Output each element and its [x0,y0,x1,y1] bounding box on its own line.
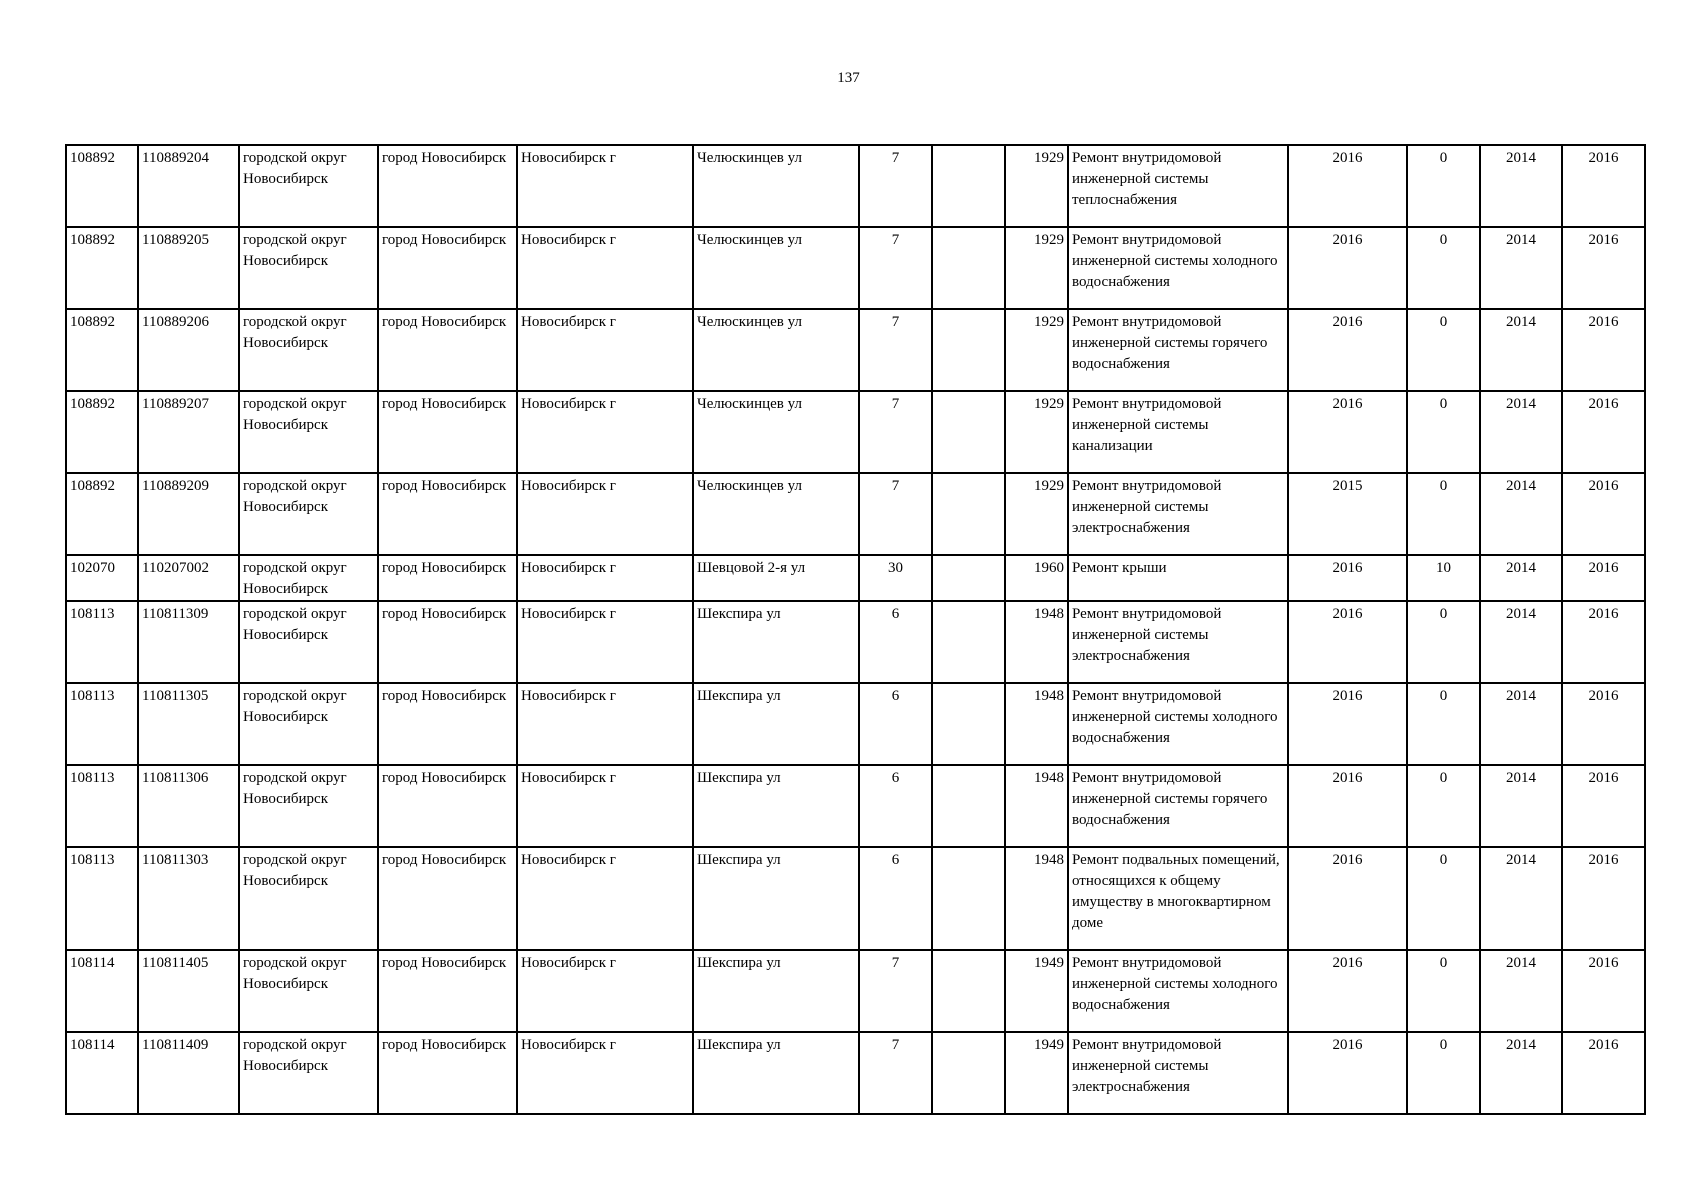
cell-settlement: город Новосибирск [378,145,517,227]
cell-street: Шекспира ул [693,1032,859,1114]
cell-start: 2014 [1480,847,1562,950]
cell-building [932,309,1005,391]
table-row [66,950,1645,1032]
cell-district: городской округ Новосибирск [239,847,378,950]
cell-id: 108113 [66,847,138,950]
cell-street: Шевцовой 2-я ул [693,555,859,601]
cell-year: 1929 [1005,227,1068,309]
cell-plan-year: 2016 [1288,391,1407,473]
cell-settlement: город Новосибирск [378,555,517,601]
cell-wear: 0 [1407,601,1480,683]
cell-id: 108892 [66,145,138,227]
cell-start: 2014 [1480,473,1562,555]
cell-code: 110207002 [138,555,239,601]
cell-year: 1949 [1005,1032,1068,1114]
cell-wear: 0 [1407,1032,1480,1114]
cell-street: Челюскинцев ул [693,391,859,473]
cell-id: 108114 [66,1032,138,1114]
cell-year: 1949 [1005,950,1068,1032]
cell-end: 2016 [1562,950,1645,1032]
cell-work: Ремонт внутридомовой инженерной системы холодного водоснабжения [1068,683,1288,765]
cell-code: 110811309 [138,601,239,683]
table-row [66,847,1645,950]
cell-plan-year: 2016 [1288,1032,1407,1114]
cell-end: 2016 [1562,309,1645,391]
cell-end: 2016 [1562,847,1645,950]
cell-building [932,683,1005,765]
cell-wear: 0 [1407,765,1480,847]
cell-work: Ремонт крыши [1068,555,1288,601]
cell-locality: Новосибирск г [517,601,693,683]
cell-start: 2014 [1480,1032,1562,1114]
table-row [66,473,1645,555]
cell-id: 108892 [66,309,138,391]
cell-house: 7 [859,473,932,555]
cell-locality: Новосибирск г [517,555,693,601]
cell-locality: Новосибирск г [517,391,693,473]
cell-end: 2016 [1562,765,1645,847]
cell-district: городской округ Новосибирск [239,145,378,227]
cell-plan-year: 2016 [1288,847,1407,950]
cell-end: 2016 [1562,473,1645,555]
cell-plan-year: 2016 [1288,309,1407,391]
cell-wear: 0 [1407,391,1480,473]
cell-start: 2014 [1480,227,1562,309]
cell-end: 2016 [1562,683,1645,765]
cell-plan-year: 2016 [1288,145,1407,227]
page-number: 137 [837,70,860,86]
cell-street: Шекспира ул [693,847,859,950]
cell-house: 6 [859,601,932,683]
table-row [66,765,1645,847]
cell-work: Ремонт внутридомовой инженерной системы электроснабжения [1068,601,1288,683]
cell-settlement: город Новосибирск [378,227,517,309]
cell-locality: Новосибирск г [517,765,693,847]
cell-house: 6 [859,683,932,765]
cell-plan-year: 2016 [1288,765,1407,847]
cell-house: 30 [859,555,932,601]
cell-settlement: город Новосибирск [378,950,517,1032]
cell-id: 108113 [66,601,138,683]
cell-end: 2016 [1562,145,1645,227]
cell-start: 2014 [1480,555,1562,601]
cell-start: 2014 [1480,950,1562,1032]
cell-settlement: город Новосибирск [378,309,517,391]
cell-building [932,555,1005,601]
cell-end: 2016 [1562,1032,1645,1114]
cell-locality: Новосибирск г [517,145,693,227]
cell-id: 108114 [66,950,138,1032]
cell-plan-year: 2016 [1288,555,1407,601]
cell-start: 2014 [1480,765,1562,847]
cell-work: Ремонт внутридомовой инженерной системы горячего водоснабжения [1068,765,1288,847]
cell-building [932,601,1005,683]
cell-work: Ремонт внутридомовой инженерной системы горячего водоснабжения [1068,309,1288,391]
table-body [66,145,1645,1114]
cell-locality: Новосибирск г [517,683,693,765]
cell-plan-year: 2016 [1288,683,1407,765]
cell-year: 1948 [1005,683,1068,765]
cell-building [932,145,1005,227]
cell-house: 7 [859,227,932,309]
cell-end: 2016 [1562,555,1645,601]
cell-district: городской округ Новосибирск [239,309,378,391]
cell-settlement: город Новосибирск [378,847,517,950]
cell-work: Ремонт внутридомовой инженерной системы холодного водоснабжения [1068,950,1288,1032]
cell-start: 2014 [1480,145,1562,227]
cell-house: 6 [859,765,932,847]
cell-locality: Новосибирск г [517,847,693,950]
table-row [66,555,1645,601]
cell-building [932,391,1005,473]
cell-start: 2014 [1480,601,1562,683]
cell-code: 110889206 [138,309,239,391]
cell-district: городской округ Новосибирск [239,473,378,555]
cell-district: городской округ Новосибирск [239,227,378,309]
cell-work: Ремонт внутридомовой инженерной системы холодного водоснабжения [1068,227,1288,309]
cell-code: 110811305 [138,683,239,765]
cell-code: 110889205 [138,227,239,309]
cell-wear: 10 [1407,555,1480,601]
cell-work: Ремонт подвальных помещений, относящихся к общему имуществу в многоквартирном доме [1068,847,1288,950]
cell-code: 110889204 [138,145,239,227]
cell-code: 110889207 [138,391,239,473]
cell-locality: Новосибирск г [517,227,693,309]
cell-year: 1929 [1005,145,1068,227]
cell-plan-year: 2015 [1288,473,1407,555]
cell-year: 1948 [1005,847,1068,950]
cell-district: городской округ Новосибирск [239,555,378,601]
cell-id: 102070 [66,555,138,601]
table-row [66,309,1645,391]
cell-district: городской округ Новосибирск [239,950,378,1032]
cell-street: Челюскинцев ул [693,227,859,309]
table-row [66,391,1645,473]
cell-building [932,847,1005,950]
cell-street: Челюскинцев ул [693,309,859,391]
cell-end: 2016 [1562,227,1645,309]
cell-house: 7 [859,950,932,1032]
cell-district: городской округ Новосибирск [239,391,378,473]
table-row [66,1032,1645,1114]
cell-locality: Новосибирск г [517,1032,693,1114]
table-row [66,145,1645,227]
table-row [66,683,1645,765]
cell-year: 1929 [1005,391,1068,473]
cell-settlement: город Новосибирск [378,391,517,473]
cell-work: Ремонт внутридомовой инженерной системы электроснабжения [1068,473,1288,555]
table-row [66,227,1645,309]
cell-plan-year: 2016 [1288,601,1407,683]
cell-building [932,473,1005,555]
cell-building [932,950,1005,1032]
cell-locality: Новосибирск г [517,473,693,555]
cell-id: 108113 [66,765,138,847]
cell-district: городской округ Новосибирск [239,683,378,765]
cell-wear: 0 [1407,473,1480,555]
cell-district: городской округ Новосибирск [239,601,378,683]
cell-start: 2014 [1480,391,1562,473]
cell-plan-year: 2016 [1288,227,1407,309]
cell-locality: Новосибирск г [517,950,693,1032]
cell-work: Ремонт внутридомовой инженерной системы электроснабжения [1068,1032,1288,1114]
cell-street: Шекспира ул [693,601,859,683]
cell-district: городской округ Новосибирск [239,1032,378,1114]
cell-plan-year: 2016 [1288,950,1407,1032]
cell-code: 110811409 [138,1032,239,1114]
cell-code: 110811303 [138,847,239,950]
cell-settlement: город Новосибирск [378,765,517,847]
cell-wear: 0 [1407,950,1480,1032]
cell-start: 2014 [1480,683,1562,765]
cell-id: 108113 [66,683,138,765]
cell-building [932,765,1005,847]
repair-register-table [65,144,1646,1115]
cell-house: 7 [859,145,932,227]
cell-building [932,1032,1005,1114]
cell-work: Ремонт внутридомовой инженерной системы канализации [1068,391,1288,473]
cell-street: Шекспира ул [693,765,859,847]
cell-year: 1929 [1005,309,1068,391]
cell-wear: 0 [1407,683,1480,765]
cell-year: 1948 [1005,765,1068,847]
cell-settlement: город Новосибирск [378,683,517,765]
cell-district: городской округ Новосибирск [239,765,378,847]
cell-street: Шекспира ул [693,950,859,1032]
cell-house: 7 [859,1032,932,1114]
cell-end: 2016 [1562,601,1645,683]
cell-year: 1960 [1005,555,1068,601]
cell-house: 7 [859,391,932,473]
cell-settlement: город Новосибирск [378,1032,517,1114]
cell-settlement: город Новосибирск [378,473,517,555]
cell-id: 108892 [66,227,138,309]
cell-start: 2014 [1480,309,1562,391]
cell-settlement: город Новосибирск [378,601,517,683]
cell-house: 6 [859,847,932,950]
cell-code: 110811306 [138,765,239,847]
cell-wear: 0 [1407,227,1480,309]
cell-code: 110889209 [138,473,239,555]
cell-house: 7 [859,309,932,391]
cell-id: 108892 [66,391,138,473]
cell-work: Ремонт внутридомовой инженерной системы теплоснабжения [1068,145,1288,227]
cell-street: Шекспира ул [693,683,859,765]
cell-year: 1948 [1005,601,1068,683]
cell-year: 1929 [1005,473,1068,555]
cell-street: Челюскинцев ул [693,473,859,555]
cell-street: Челюскинцев ул [693,145,859,227]
cell-wear: 0 [1407,309,1480,391]
cell-end: 2016 [1562,391,1645,473]
cell-code: 110811405 [138,950,239,1032]
cell-building [932,227,1005,309]
cell-wear: 0 [1407,847,1480,950]
table-row [66,601,1645,683]
cell-id: 108892 [66,473,138,555]
cell-locality: Новосибирск г [517,309,693,391]
cell-wear: 0 [1407,145,1480,227]
